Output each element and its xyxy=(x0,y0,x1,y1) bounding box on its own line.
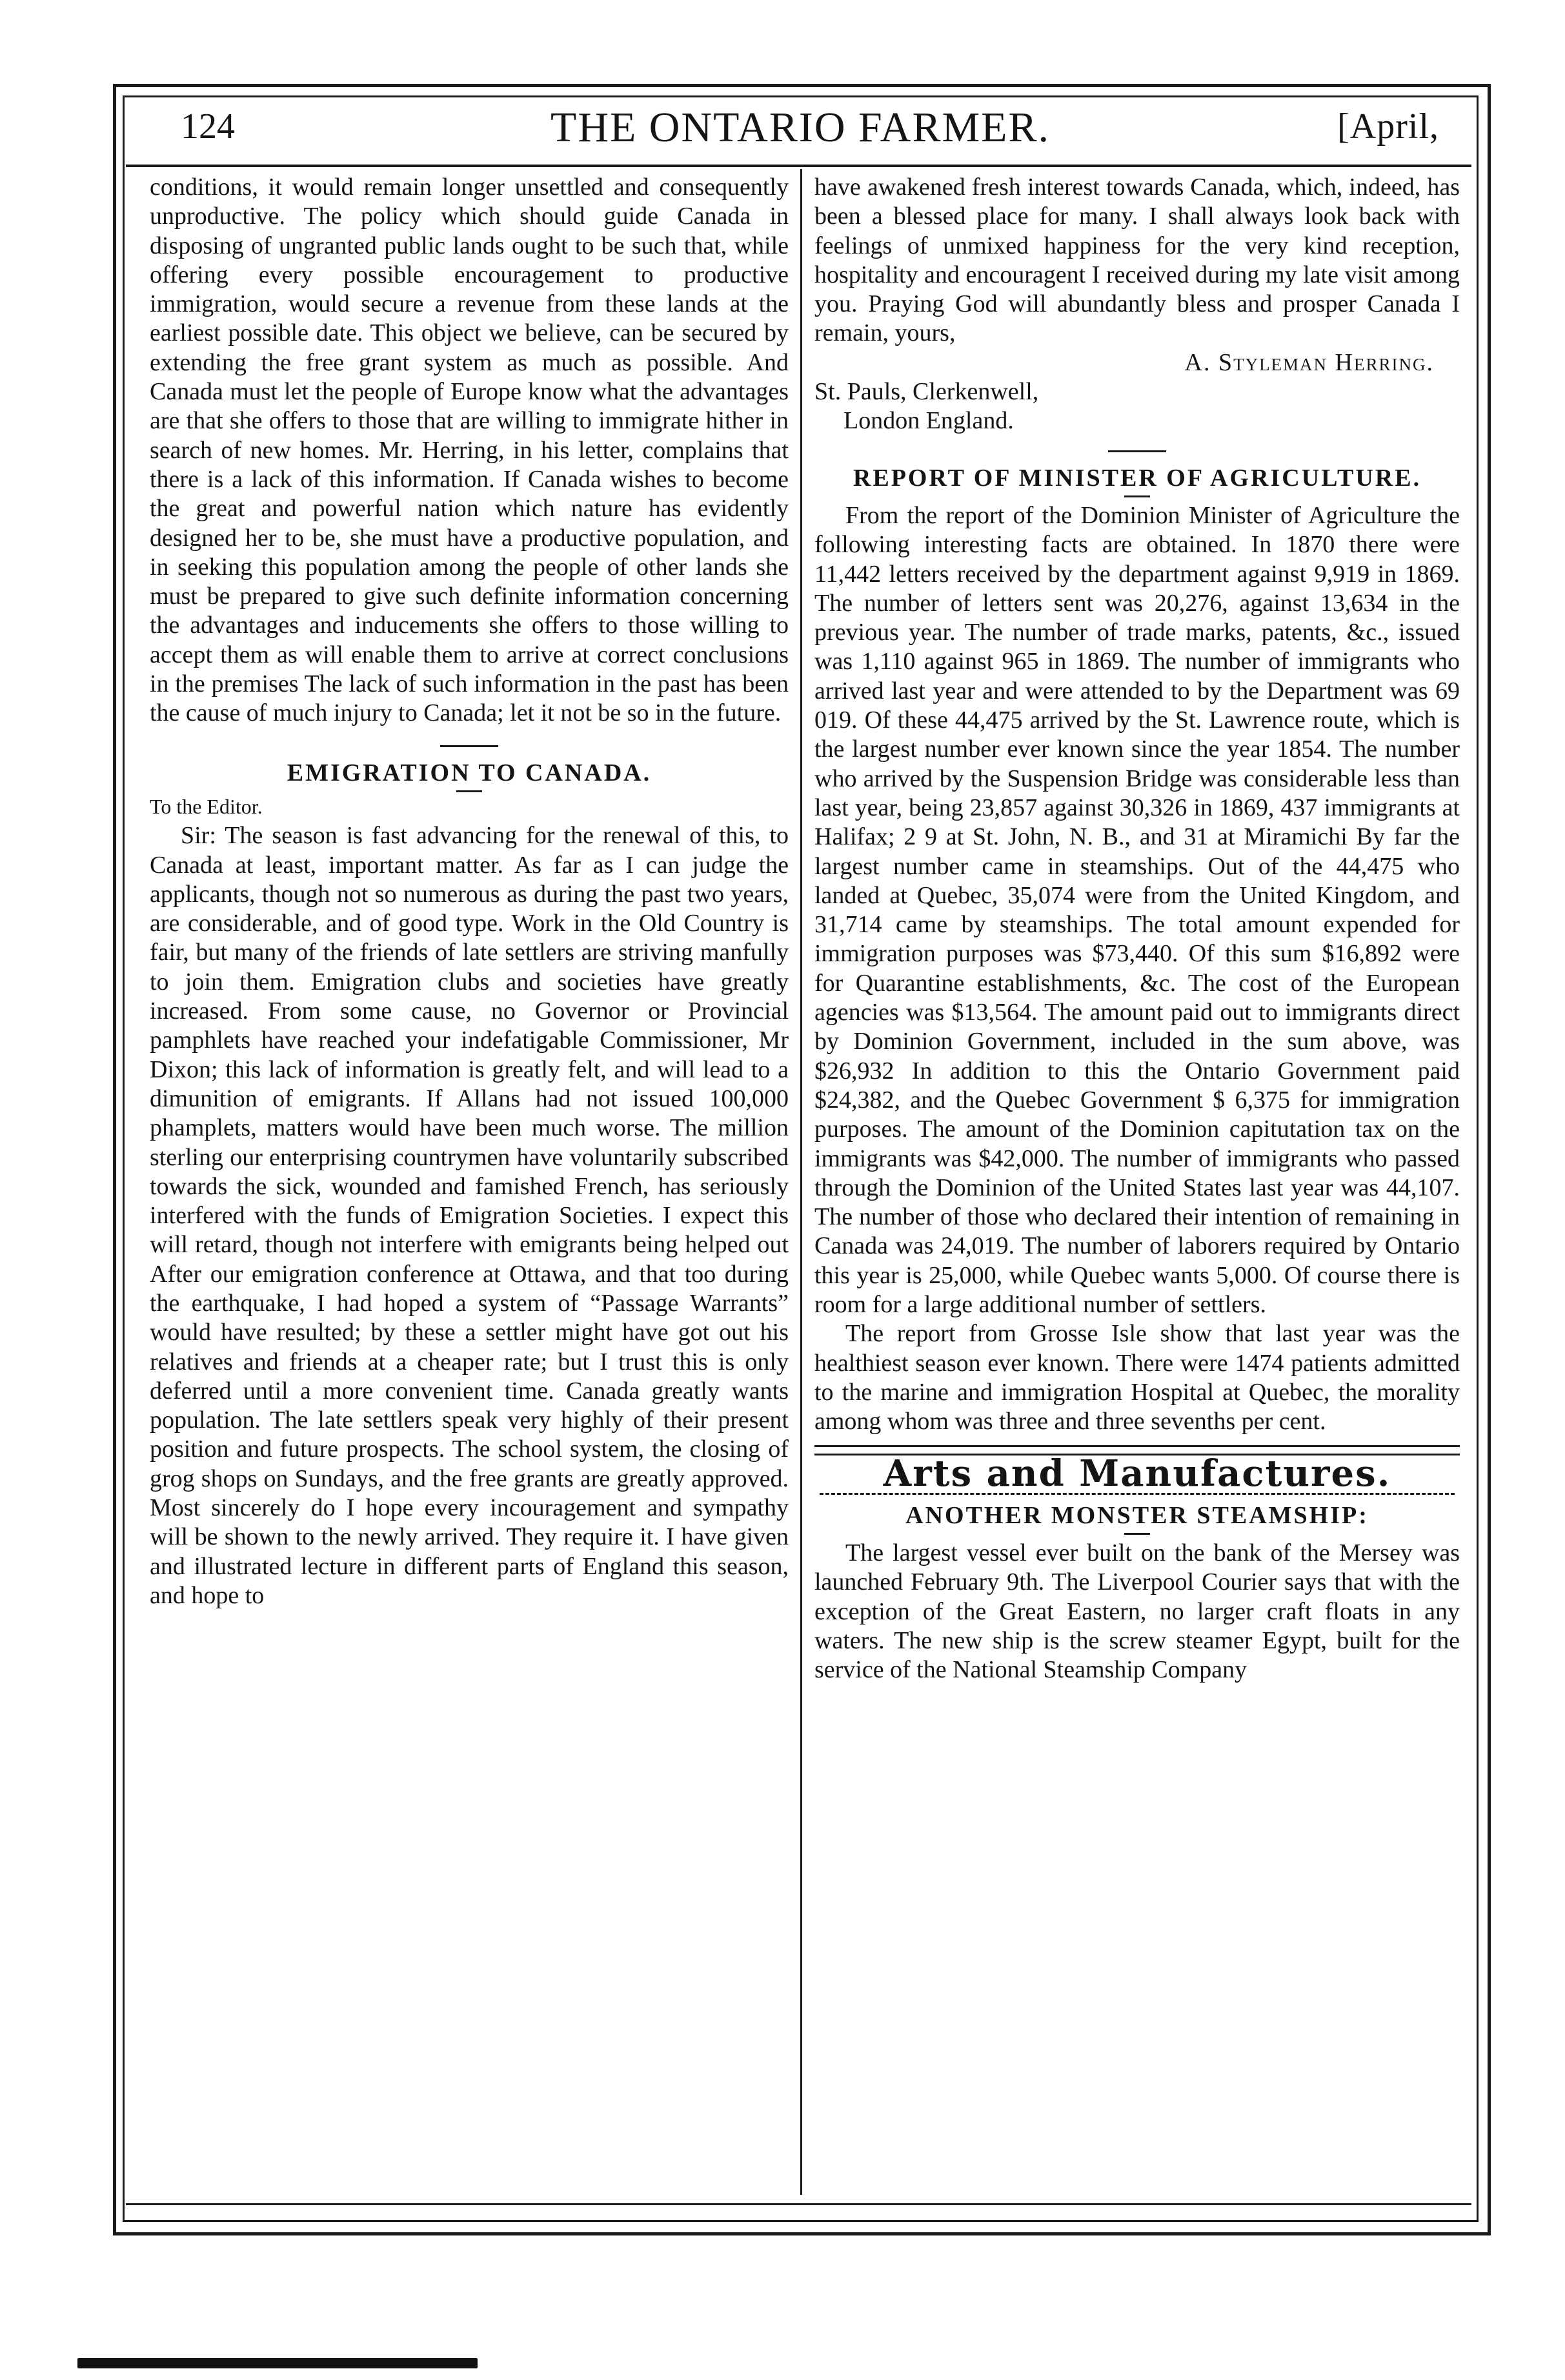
report-paragraph-grosse-isle: The report from Grosse Isle show that last year was the healthiest season ever known. There were 1474 patients admitted to the marine and immigration Hospital at Quebec, the morality among whom was three and three sevenths per cent. xyxy=(814,1320,1460,1435)
letter-body: Sir: The season is fast advancing for the renewal of this, to Canada at least, important matter. As far as I can judge the applicants, though not so numerous as during the past two years, are considerable, and of good type. Work in the Old Country is fair, but many of the friends of late settlers are striving manfully to join them. Emigration clubs and societies have greatly increased. From some cause, no Governor or Provincial pamphlets have reached your indefatigable Commissioner, Mr Dixon; this lack of information is greatly felt, and will lead to a dimunition of emigrants. If Allans had not issued 100,000 phamplets, matters would have been much worse. The million sterling our enterprising countrymen have voluntarily subscribed towards the sick, wounded and famished French, has seriously interfered with the funds of Emigration Societies. I expect this will retard, though not interfere with emigrants being helped out After our emigration conference at Ottawa, and that too during the earthquake, I had hoped a system of “Passage Warrants” would have resulted; by these a settler might have got out his relatives and friends at a cheaper rate; but I trust this is only deferred until a more convenient time. Canada greatly wants population. The late settlers speak very highly of their present position and future prospects. The school system, the closing of grog shops on Sundays, and the free grants are greatly approved. Most sincerely do I hope every incouragement and sympathy will be shown to the newly arrived. They require it. I have given and illustrated lecture in different parts of England this season, and hope to xyxy=(150,822,789,1609)
bottom-rule xyxy=(126,2203,1471,2205)
letter-signature: A. Styleman Herring. xyxy=(1184,348,1434,376)
binding-shadow xyxy=(77,2358,478,2368)
header-rule xyxy=(126,165,1471,167)
letter-address-line2: London England. xyxy=(843,407,1014,435)
issue-month: [April, xyxy=(1337,106,1439,146)
steamship-paragraph: The largest vessel ever built on the bank of the Mersey was launched February 9th. The Liverpool Courier says that with the exception of the Great Eastern, no larger craft floats in any waters. The new ship is the screw steamer Egypt, built for the service of the National Steamship Company xyxy=(814,1539,1460,1684)
letter-continued: have awakened fresh interest towards Canada, which, indeed, has been a blessed place for many. I shall always look back with feelings of unmixed happiness for the very kind reception, hospitality and encouragent I received during my late visit among you. Praying God will abundantly bless and prosper Canada I remain, yours, xyxy=(814,174,1460,347)
steamship-heading: ANOTHER MONSTER STEAMSHIP: xyxy=(905,1501,1369,1529)
report-heading: REPORT OF MINISTER OF AGRICULTURE. xyxy=(853,464,1422,492)
page-number: 124 xyxy=(181,106,235,146)
right-column xyxy=(814,173,1460,1685)
column-divider xyxy=(800,169,802,2195)
report-paragraph: From the report of the Dominion Minister of Agriculture the following interesting facts are obtained. In 1870 there were 11,442 letters received by the department against 9,919 in 1869. The number of letters sent was 20,276, against 13,634 in the previous year. The number of trade marks, patents, &c., issued was 1,110 against 965 in 1869. The number of immigrants who arrived last year and were attended to by the Department was 69 019. Of these 44,475 arrived by the St. Lawrence route, which is the largest number ever known since the year 1854. The number who arrived by the Suspension Bridge was considerable less than last year, being 23,857 against 30,326 in 1869, 437 immigrants at Halifax; 2 9 at St. John, N. B., and 31 at Miramichi By far the largest number came in steamships. Out of the 44,475 who landed at Quebec, 35,074 were from the United Kingdom, and 31,714 came by steamships. The total amount expended for immigration purposes was $73,440. Of this sum $16,892 were for Quarantine establishments, &c. The cost of the European agencies was $13,564. The amount paid out to immigrants direct by Dominion Government, included in the sum above, was $26,932 In addition to this the Ontario Government paid $24,382, and the Quebec Government $ 6,375 for immigration purposes. The amount of the Dominion capitutation tax on the immigrants was $42,000. The number of immigrants who passed through the Dominion of the United States last year was 44,107. The number of those who declared their intention of remaining in Canada was 24,019. The number of laborers required by Ontario this year is 25,000, while Quebec wants 5,000. Of course there is room for a large additional number of settlers. xyxy=(814,501,1460,1318)
running-header xyxy=(136,103,1465,168)
editorial-paragraph: conditions, it would remain longer unsettled and consequently unproductive. The policy which should guide Canada in disposing of ungranted public lands ought to be such that, while offering every possible encouragement to productive immigration, would secure a revenue from these lands at the earliest possible date. This object we believe, can be secured by extending the free grant system as much as possible. And Canada must let the people of Europe know what the advantages are that she offers to those that are willing to immigrate hither in search of new homes. Mr. Herring, in his letter, complains that there is a lack of this information. If Canada wishes to become the great and powerful nation which nature has evidently designed her to be, she must have a productive population, and in seeking this population among the people of other lands she must be prepared to give such definite information concerning the advantages and inducements she offers to those willing to accept them as will enable them to arrive at correct conclusions in the premises The lack of such information in the past has been the cause of much injury to Canada; let it not be so in the future. xyxy=(150,174,789,727)
letter-address-line1: St. Pauls, Clerkenwell, xyxy=(814,378,1039,406)
emigration-heading: EMIGRATION TO CANADA. xyxy=(287,759,652,786)
journal-title: THE ONTARIO FARMER. xyxy=(550,104,1050,151)
left-column xyxy=(150,173,789,1610)
letter-salutation: To the Editor. xyxy=(150,794,263,818)
arts-manufactures-heading: Arts and Manufactures. xyxy=(883,1452,1391,1495)
